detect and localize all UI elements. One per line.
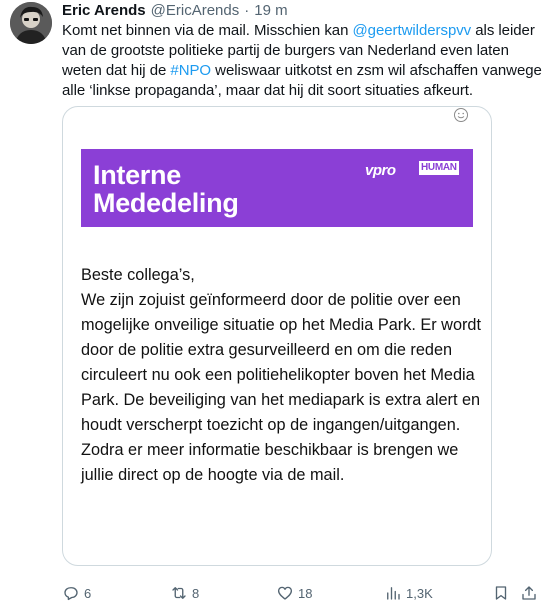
vpro-logo: vpro xyxy=(365,162,396,179)
reply-icon xyxy=(62,584,80,602)
like-count: 18 xyxy=(298,585,313,601)
bookmark-icon xyxy=(492,584,510,602)
tweet-text-part: als leider van de grootste politieke partij de burgers van Nederland even laten weten dat hij de xyxy=(62,22,535,79)
letter-paragraph: We zijn zojuist geïnformeerd door de politie over een mogelijke onveilige situatie op het Media Park. Er wordt door de politie extra gesurveilleerd en om die reden circuleert nu ook een politiehelikopter boven het Media Park. De beveiliging van het mediapark is extra alert en houdt verscherpt toezicht op de ingangen/uitgangen. xyxy=(81,291,481,434)
human-logo: HUMAN xyxy=(421,162,457,173)
banner-title: Interne Mededeling xyxy=(93,160,239,218)
reply-count: 6 xyxy=(84,585,92,601)
views-icon xyxy=(384,584,402,602)
views-count: 1,3K xyxy=(406,585,433,601)
retweet-count: 8 xyxy=(192,585,200,601)
views-button[interactable] xyxy=(384,584,433,602)
mention-link[interactable]: @geertwilderspvv xyxy=(352,22,472,39)
letter-greeting: Beste collega’s, xyxy=(81,266,195,284)
heart-icon xyxy=(276,584,294,602)
share-icon xyxy=(520,584,538,602)
letter-closing: Zodra er meer informatie beschikbaar is brengen we jullie direct op de hoogte via de mail. xyxy=(81,441,459,484)
retweet-icon xyxy=(170,584,188,602)
tweet-header xyxy=(62,1,547,21)
avatar-image xyxy=(10,2,52,44)
internal-notice-banner xyxy=(81,149,473,227)
timestamp[interactable]: 19 m xyxy=(254,2,288,19)
smiley-icon xyxy=(453,107,469,123)
share-button[interactable] xyxy=(520,584,538,602)
tweet-text-part: weliswaar uitkotst en zsm wil afschaffen vanwege alle ‘linkse propaganda’, maar dat hij dit soort situaties afkeurt. xyxy=(62,62,542,99)
bookmark-button[interactable] xyxy=(492,584,510,602)
tweet-text xyxy=(62,21,547,101)
separator: · xyxy=(244,2,250,19)
user-handle[interactable]: @EricArends xyxy=(150,2,240,19)
hashtag-link[interactable]: #NPO xyxy=(170,62,212,79)
notice-letter xyxy=(81,263,481,488)
avatar[interactable] xyxy=(10,2,52,44)
retweet-button[interactable] xyxy=(170,584,199,602)
tweet-text-part: Komt net binnen via de mail. Misschien kan xyxy=(62,22,353,39)
reply-button[interactable] xyxy=(62,584,91,602)
like-button[interactable] xyxy=(276,584,312,602)
display-name[interactable]: Eric Arends xyxy=(62,2,146,19)
tweet xyxy=(62,0,547,101)
media-card[interactable] xyxy=(62,106,492,566)
tweet-actions xyxy=(62,582,542,604)
